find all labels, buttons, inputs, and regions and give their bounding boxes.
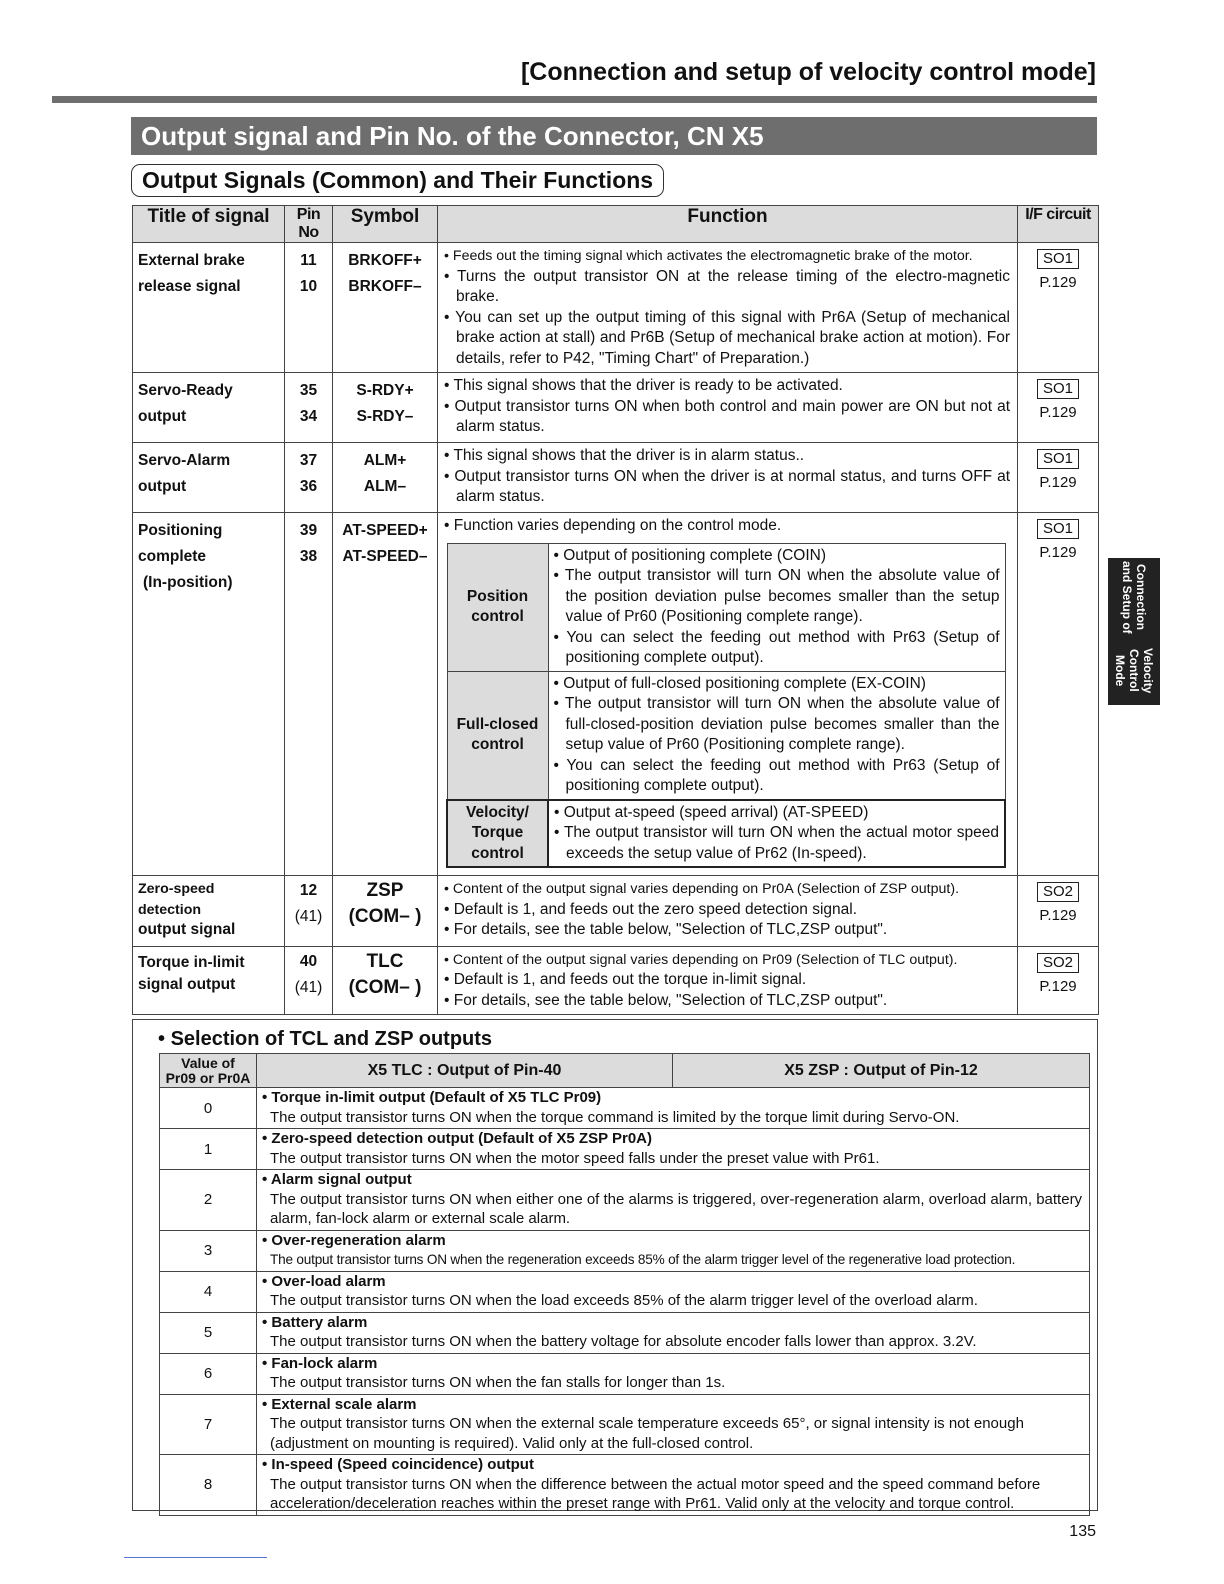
if-circuit-code: SO1 bbox=[1037, 379, 1079, 399]
signal-title bbox=[133, 243, 285, 373]
signal-title-line: Torque in-limit bbox=[138, 953, 245, 971]
table-row bbox=[160, 1170, 1090, 1231]
symbol-value: AT-SPEED– bbox=[342, 548, 428, 565]
col-header-pin: Pin No bbox=[285, 206, 333, 243]
pin-no bbox=[285, 946, 333, 1015]
function-item: • Default is 1, and feeds out the torque in-limit signal. bbox=[444, 970, 1010, 991]
if-circuit-page-link[interactable]: P.129 bbox=[1039, 404, 1077, 421]
symbol-value: (COM– ) bbox=[348, 906, 422, 927]
symbol bbox=[333, 243, 438, 373]
symbol-value: BRKOFF+ bbox=[348, 252, 422, 269]
table-row bbox=[160, 1230, 1090, 1271]
pin-value: 39 bbox=[299, 522, 318, 539]
control-mode-desc bbox=[548, 543, 1005, 671]
function-item: • You can select the feeding out method with Pr63 (Setup of positioning complete output). bbox=[554, 628, 1000, 669]
function-item: • For details, see the table below, "Selection of TLC,ZSP output". bbox=[444, 920, 1010, 941]
table-row bbox=[133, 876, 1099, 947]
selection-desc bbox=[257, 1230, 1090, 1271]
signal-title bbox=[133, 513, 285, 876]
selection-item-desc: The output transistor turns ON when the regeneration exceeds 85% of the alarm trigger level of the regenerative load protection. bbox=[270, 1252, 1016, 1267]
table-row bbox=[133, 513, 1099, 876]
signal-title-line: output bbox=[138, 408, 187, 425]
table-header-row bbox=[133, 206, 1099, 243]
if-circuit-code: SO2 bbox=[1037, 953, 1079, 973]
table-row bbox=[160, 1394, 1090, 1455]
control-mode-table bbox=[446, 543, 1006, 869]
pin-value: 12 bbox=[299, 882, 318, 899]
symbol-value: S-RDY+ bbox=[356, 382, 414, 399]
selection-value: 6 bbox=[160, 1353, 257, 1394]
if-circuit bbox=[1018, 373, 1099, 443]
section-title: Output signal and Pin No. of the Connector, CN X5 bbox=[131, 117, 1097, 155]
control-mode-row bbox=[447, 671, 1005, 800]
signal-title-line: External brake bbox=[138, 252, 245, 269]
control-mode-desc bbox=[548, 671, 1005, 800]
selection-item-title: • Over-load alarm bbox=[262, 1272, 1083, 1292]
signal-title-line: Servo-Alarm bbox=[138, 452, 231, 469]
selection-desc bbox=[257, 1455, 1090, 1516]
table-row bbox=[133, 443, 1099, 513]
pin-no bbox=[285, 243, 333, 373]
if-circuit-page-link[interactable]: P.129 bbox=[1039, 474, 1077, 491]
selection-item-title: • Alarm signal output bbox=[262, 1170, 1083, 1190]
function-item: • This signal shows that the driver is in alarm status.. bbox=[444, 446, 1010, 467]
function-item: • Function varies depending on the control mode. bbox=[444, 516, 1010, 537]
selection-value: 0 bbox=[160, 1088, 257, 1129]
header-rule bbox=[52, 96, 1097, 103]
function-cell bbox=[438, 876, 1018, 947]
function-item: • Output at-speed (speed arrival) (AT-SPEED) bbox=[554, 803, 999, 824]
chapter-side-tab[interactable] bbox=[1108, 558, 1160, 705]
selection-table bbox=[159, 1053, 1090, 1516]
if-circuit-page-link[interactable]: P.129 bbox=[1039, 977, 1077, 995]
selection-item-desc: The output transistor turns ON when the external scale temperature exceeds 65°, or signal intensity is not enough (adjustment on mounting is required). Valid only at the full-closed control. bbox=[270, 1415, 1024, 1452]
signal-title-line: Servo-Ready bbox=[138, 382, 233, 399]
pin-value: (41) bbox=[294, 908, 323, 925]
function-cell bbox=[438, 513, 1018, 876]
selection-item-title: • Zero-speed detection output (Default of X5 ZSP Pr0A) bbox=[262, 1129, 1083, 1149]
function-item: • For details, see the table below, "Selection of TLC,ZSP output". bbox=[444, 991, 1010, 1012]
selection-desc bbox=[257, 1394, 1090, 1455]
table-row bbox=[133, 243, 1099, 373]
selection-item-title: • In-speed (Speed coincidence) output bbox=[262, 1455, 1083, 1475]
symbol-value: ALM+ bbox=[363, 452, 407, 469]
selection-item-title: • Over-regeneration alarm bbox=[262, 1231, 1083, 1251]
function-item: • Turns the output transistor ON at the release timing of the electro-magnetic brake. bbox=[444, 267, 1010, 308]
symbol-value: ALM– bbox=[363, 478, 407, 495]
pin-no bbox=[285, 513, 333, 876]
function-item: • The output transistor will turn ON when the absolute value of full-closed-position deviation pulse becomes smaller than the setup value of Pr60 (Positioning complete range). bbox=[554, 694, 1000, 756]
signal-title-line: release signal bbox=[138, 278, 241, 295]
function-item: • You can set up the output timing of this signal with Pr6A (Setup of mechanical brake action at stall) and Pr6B (Setup of mechanical brake action at motion). For details, refer to P42, "Timing Chart" of Preparation.) bbox=[444, 308, 1010, 370]
symbol bbox=[333, 443, 438, 513]
function-cell bbox=[438, 373, 1018, 443]
control-mode-desc bbox=[548, 800, 1005, 868]
control-mode-row bbox=[447, 543, 1005, 671]
symbol-value: (COM– ) bbox=[348, 976, 422, 998]
selection-value: 7 bbox=[160, 1394, 257, 1455]
selection-item-desc: The output transistor turns ON when either one of the alarms is triggered, over-regeneration alarm, overload alarm, battery alarm, fan-lock alarm or external scale alarm. bbox=[270, 1190, 1083, 1227]
if-circuit-page-link[interactable]: P.129 bbox=[1039, 544, 1077, 561]
selection-title: • Selection of TCL and ZSP outputs bbox=[158, 1028, 492, 1051]
selection-desc bbox=[257, 1271, 1090, 1312]
side-tab-line2: Velocity Control Mode bbox=[1113, 647, 1155, 694]
signal-title bbox=[133, 946, 285, 1015]
header-line: Value of bbox=[181, 1054, 235, 1071]
function-cell bbox=[438, 946, 1018, 1015]
function-item: • Default is 1, and feeds out the zero speed detection signal. bbox=[444, 900, 1010, 921]
selection-item-desc: The output transistor turns ON when the battery voltage for absolute encoder falls lower than approx. 3.2V. bbox=[270, 1333, 977, 1350]
pin-value: 36 bbox=[299, 478, 318, 495]
symbol bbox=[333, 876, 438, 947]
signal-title bbox=[133, 443, 285, 513]
pin-value: 40 bbox=[299, 952, 318, 970]
selection-item-title: • External scale alarm bbox=[262, 1395, 1083, 1415]
table-row bbox=[160, 1455, 1090, 1516]
symbol bbox=[333, 946, 438, 1015]
signal-title-line: detection bbox=[138, 901, 202, 918]
pin-value: 10 bbox=[299, 278, 318, 295]
pin-no bbox=[285, 876, 333, 947]
selection-desc bbox=[257, 1088, 1090, 1129]
selection-desc bbox=[257, 1312, 1090, 1353]
symbol-value: ZSP bbox=[366, 880, 404, 901]
control-mode-label: Position control bbox=[447, 543, 548, 671]
function-item: • Feeds out the timing signal which activates the electromagnetic brake of the motor. bbox=[444, 246, 1010, 267]
if-circuit-page-link[interactable]: P.129 bbox=[1039, 907, 1077, 924]
selection-value: 2 bbox=[160, 1170, 257, 1231]
if-circuit-page-link[interactable]: P.129 bbox=[1039, 274, 1077, 291]
symbol-value: AT-SPEED+ bbox=[342, 522, 428, 539]
pin-value: 11 bbox=[300, 252, 317, 269]
signal-title-line: output bbox=[138, 478, 187, 495]
function-cell bbox=[438, 243, 1018, 373]
selection-value: 8 bbox=[160, 1455, 257, 1516]
pin-no bbox=[285, 373, 333, 443]
symbol bbox=[333, 513, 438, 876]
table-row bbox=[160, 1312, 1090, 1353]
if-circuit bbox=[1018, 243, 1099, 373]
if-circuit bbox=[1018, 946, 1099, 1015]
signal-title-line: Zero-speed bbox=[138, 881, 215, 897]
selection-item-desc: The output transistor turns ON when the fan stalls for longer than 1s. bbox=[270, 1374, 726, 1391]
function-cell bbox=[438, 443, 1018, 513]
pin-no bbox=[285, 443, 333, 513]
function-item: • Output of full-closed positioning complete (EX-COIN) bbox=[554, 674, 1000, 695]
function-item: • Output transistor turns ON when both control and main power are ON but not at alarm status. bbox=[444, 397, 1010, 438]
table-row bbox=[160, 1088, 1090, 1129]
signal-title-line: (In-position) bbox=[143, 574, 233, 591]
control-mode-label: Velocity/ Torque control bbox=[447, 800, 548, 868]
if-circuit bbox=[1018, 443, 1099, 513]
function-item: • Content of the output signal varies depending on Pr09 (Selection of TLC output). bbox=[444, 950, 1010, 971]
if-circuit bbox=[1018, 876, 1099, 947]
function-item: • The output transistor will turn ON when the actual motor speed exceeds the setup value of Pr62 (In-speed). bbox=[554, 823, 999, 864]
col-header-tlc: X5 TLC : Output of Pin-40 bbox=[257, 1054, 673, 1088]
page-number: 135 bbox=[1069, 1523, 1096, 1540]
table-row bbox=[160, 1129, 1090, 1170]
col-header-title: Title of signal bbox=[133, 206, 285, 243]
signal-title-line: Positioning bbox=[138, 522, 223, 539]
function-item: • Content of the output signal varies depending on Pr0A (Selection of ZSP output). bbox=[444, 879, 1010, 900]
selection-header-row bbox=[160, 1054, 1090, 1088]
if-circuit-code: SO1 bbox=[1037, 249, 1079, 269]
signal-title-line: output signal bbox=[138, 921, 236, 938]
col-header-zsp: X5 ZSP : Output of Pin-12 bbox=[673, 1054, 1090, 1088]
selection-item-title: • Battery alarm bbox=[262, 1313, 1083, 1333]
col-header-value bbox=[160, 1054, 257, 1088]
selection-desc bbox=[257, 1170, 1090, 1231]
function-item: • Output transistor turns ON when the driver is at normal status, and turns OFF at alarm status. bbox=[444, 467, 1010, 508]
signal-title-line: complete bbox=[138, 548, 207, 565]
selection-item-desc: The output transistor turns ON when the torque command is limited by the torque limit during Servo-ON. bbox=[270, 1108, 960, 1126]
if-circuit bbox=[1018, 513, 1099, 876]
function-item: • This signal shows that the driver is ready to be activated. bbox=[444, 376, 1010, 397]
page-header-title: [Connection and setup of velocity control mode] bbox=[520, 58, 1096, 86]
pin-value: 35 bbox=[299, 382, 318, 399]
pin-value: 37 bbox=[299, 452, 318, 469]
control-mode-row bbox=[447, 800, 1005, 868]
function-item: • You can select the feeding out method with Pr63 (Setup of positioning complete output). bbox=[554, 756, 1000, 797]
output-signals-table bbox=[132, 205, 1099, 1015]
pin-value: 34 bbox=[299, 408, 318, 425]
selection-value: 4 bbox=[160, 1271, 257, 1312]
symbol-value: TLC bbox=[366, 950, 404, 972]
signal-title-line: signal output bbox=[138, 975, 236, 993]
selection-value: 3 bbox=[160, 1230, 257, 1271]
section-subtitle: Output Signals (Common) and Their Functions bbox=[131, 164, 664, 197]
selection-item-title: • Torque in-limit output (Default of X5 TLC Pr09) bbox=[262, 1088, 1083, 1108]
function-item: • The output transistor will turn ON when the absolute value of the position deviation pulse becomes smaller than the setup value of Pr60 (Positioning complete range). bbox=[554, 566, 1000, 628]
table-row bbox=[160, 1271, 1090, 1312]
table-row bbox=[133, 373, 1099, 443]
symbol-value: S-RDY– bbox=[356, 408, 414, 425]
pin-value: (41) bbox=[294, 978, 323, 996]
if-circuit-code: SO1 bbox=[1037, 519, 1079, 539]
signal-title bbox=[133, 876, 285, 947]
footer-link-line bbox=[124, 1557, 267, 1558]
selection-item-desc: The output transistor turns ON when the load exceeds 85% of the alarm trigger level of the overload alarm. bbox=[270, 1292, 978, 1309]
selection-desc bbox=[257, 1129, 1090, 1170]
header-line: Pr09 or Pr0A bbox=[165, 1069, 251, 1086]
col-header-function: Function bbox=[438, 206, 1018, 243]
symbol bbox=[333, 373, 438, 443]
selection-value: 1 bbox=[160, 1129, 257, 1170]
selection-item-desc: The output transistor turns ON when the motor speed falls under the preset value with Pr61. bbox=[270, 1149, 880, 1167]
function-item: • Output of positioning complete (COIN) bbox=[554, 546, 1000, 567]
selection-item-desc: The output transistor turns ON when the difference between the actual motor speed and the speed command before acceleration/deceleration reaches within the preset range with Pr61. Valid only at the velocity and torque control. bbox=[270, 1475, 1041, 1512]
col-header-if-circuit: I/F circuit bbox=[1018, 206, 1099, 243]
table-row bbox=[133, 946, 1099, 1015]
col-header-symbol: Symbol bbox=[333, 206, 438, 243]
selection-desc bbox=[257, 1353, 1090, 1394]
signal-title bbox=[133, 373, 285, 443]
symbol-value: BRKOFF– bbox=[348, 278, 422, 295]
pin-value: 38 bbox=[299, 548, 318, 565]
control-mode-label: Full-closed control bbox=[447, 671, 548, 800]
selection-item-title: • Fan-lock alarm bbox=[262, 1354, 1083, 1374]
side-tab-line1: Connection and Setup of bbox=[1120, 560, 1148, 634]
if-circuit-code: SO1 bbox=[1037, 449, 1079, 469]
selection-value: 5 bbox=[160, 1312, 257, 1353]
if-circuit-code: SO2 bbox=[1037, 882, 1079, 902]
table-row bbox=[160, 1353, 1090, 1394]
